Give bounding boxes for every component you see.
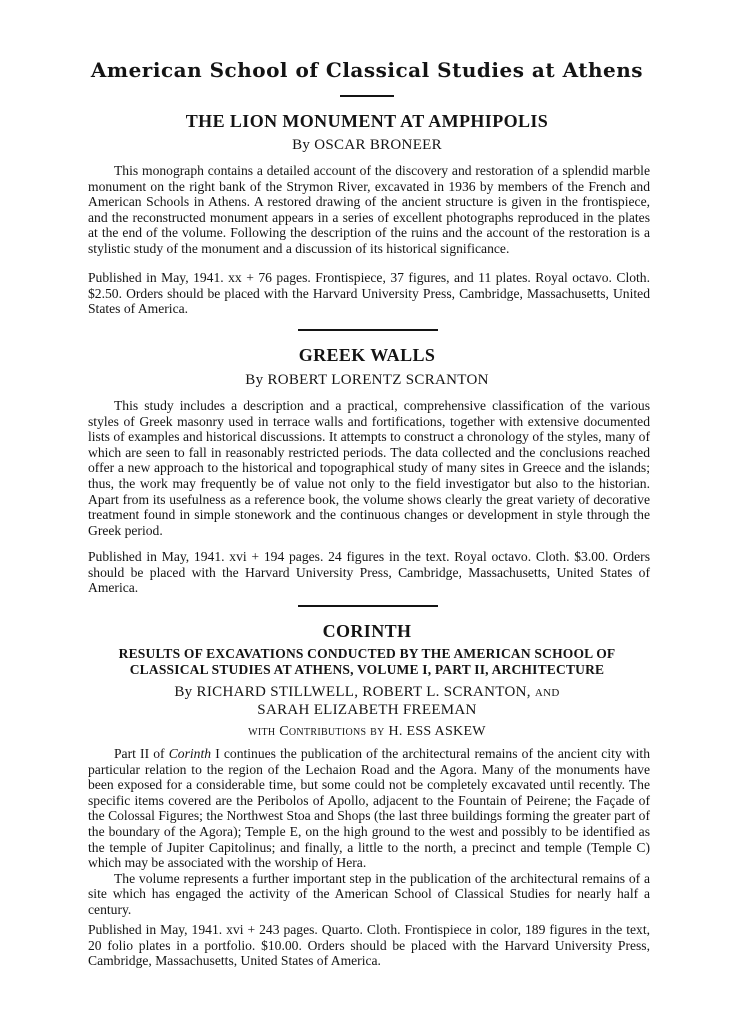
lion-author-line xyxy=(0,137,734,154)
corinth-description xyxy=(88,746,650,918)
walls-description-text: This study includes a description and a practical, comprehensive classification of the various styles of Greek masonry used in terrace walls and fortifications, together with extensive documented lists of examples and historical discussions. It attempts to construct a chronology of the styles, many of which are seen to fall in reasonably restricted periods. The data collected and the conclusions reached offer a new approach to the historical and topographical study of many sites in Greece and the islands; thus, the work may frequently be of value not only to the field investigator but also to the historian. Apart from its usefulness as a reference book, the volume shows clearly the great variety of decorative treatment found in simple stonework and the continuous changes or development in style through the Greek period. xyxy=(88,398,650,538)
corinth-title: CORINTH xyxy=(322,621,412,641)
header-title: American School of Classical Studies at Athens xyxy=(90,58,644,82)
walls-author-line xyxy=(0,372,734,389)
author-prefix: By xyxy=(174,684,193,700)
lion-publication xyxy=(88,270,650,317)
corinth-publication-text: Published in May, 1941. xvi + 243 pages. Quarto. Cloth. Frontispiece in color, 189 figures in the text, 20 folio plates in a portfolio. $10.00. Orders should be placed with the Harvard University Press, Cambridge, Massachusetts, United States of America. xyxy=(88,922,650,969)
lion-author: OSCAR BRONEER xyxy=(314,137,442,153)
corinth-authors-line1 xyxy=(0,684,734,701)
section-divider xyxy=(298,329,438,331)
desc-part2: I continues the publication of the architectural remains of the ancient city with particular relation to the region of the Lechaion Road and the Agora. Many of the monuments have been exposed for a considerable time, but some could not be completely excavated until recently. The specific items covered are the Peribolos of Apollo, adjacent to the Fountain of Peirene; the Façade of the Colossal Figures; the Northwest Stoa and Shops (the last three buildings forming the greater part of the boundary of the Agora); Temple E, on the high ground to the west and possibly to be identified as the temple of Jupiter Capitolinus; and finally, a little to the north, a precinct and temple (Temple C) which may be associated with the worship of Hera. xyxy=(88,746,650,871)
corinth-contributor: H. ESS ASKEW xyxy=(388,724,486,739)
desc-part1: Part II of xyxy=(114,746,169,761)
section-divider xyxy=(298,605,438,607)
author-prefix: By xyxy=(245,372,264,388)
corinth-publication xyxy=(88,922,650,969)
corinth-description-para1 xyxy=(88,746,650,871)
corinth-description-para2: The volume represents a further important step in the publication of the architectural remains of a site which has engaged the activity of the American School of Classical Studies for nearly half a century. xyxy=(88,870,650,917)
and-word: AND xyxy=(534,687,560,699)
corinth-subtitle-line2: CLASSICAL STUDIES AT ATHENS, VOLUME I, PART II, ARCHITECTURE xyxy=(129,662,605,677)
contrib-prefix: with Contributions by xyxy=(248,724,385,739)
corinth-subtitle xyxy=(60,646,674,678)
walls-title: GREEK WALLS xyxy=(298,345,436,365)
lion-description-text: This monograph contains a detailed account of the discovery and restoration of a splendid marble monument on the right bank of the Strymon River, excavated in 1936 by members of the French and American Schools in Athens. A restored drawing of the ancient structure is given in the frontispiece, and the reconstructed monument appears in a series of excellent photographs reproduced in the plates at the end of the volume. Following the description of the ruins and the account of the restoration is a stylistic study of the monument and a discussion of its historical significance. xyxy=(88,163,650,256)
walls-description xyxy=(88,398,650,538)
corinth-authors-1: RICHARD STILLWELL, ROBERT L. SCRANTON, xyxy=(196,684,531,700)
corinth-subtitle-line1: RESULTS OF EXCAVATIONS CONDUCTED BY THE AMERICAN SCHOOL OF xyxy=(118,646,616,661)
lion-title: THE LION MONUMENT AT AMPHIPOLIS xyxy=(185,111,549,131)
corinth-authors-line2: SARAH ELIZABETH FREEMAN xyxy=(257,702,477,718)
header-divider xyxy=(340,95,394,97)
walls-publication xyxy=(88,549,650,596)
lion-publication-text: Published in May, 1941. xx + 76 pages. Frontispiece, 37 figures, and 11 plates. Royal octavo. Cloth. $2.50. Orders should be placed with the Harvard University Press, Cambridge, Massachusetts, United States of America. xyxy=(88,270,650,317)
author-prefix: By xyxy=(292,137,311,153)
walls-author: ROBERT LORENTZ SCRANTON xyxy=(267,372,489,388)
walls-publication-text: Published in May, 1941. xvi + 194 pages. 24 figures in the text. Royal octavo. Cloth. $3.00. Orders should be placed with the Harvard University Press, Cambridge, Massachusetts, United States of America. xyxy=(88,549,650,596)
lion-description xyxy=(88,163,650,257)
corinth-contributors xyxy=(0,724,734,740)
desc-italic: Corinth xyxy=(168,746,212,761)
